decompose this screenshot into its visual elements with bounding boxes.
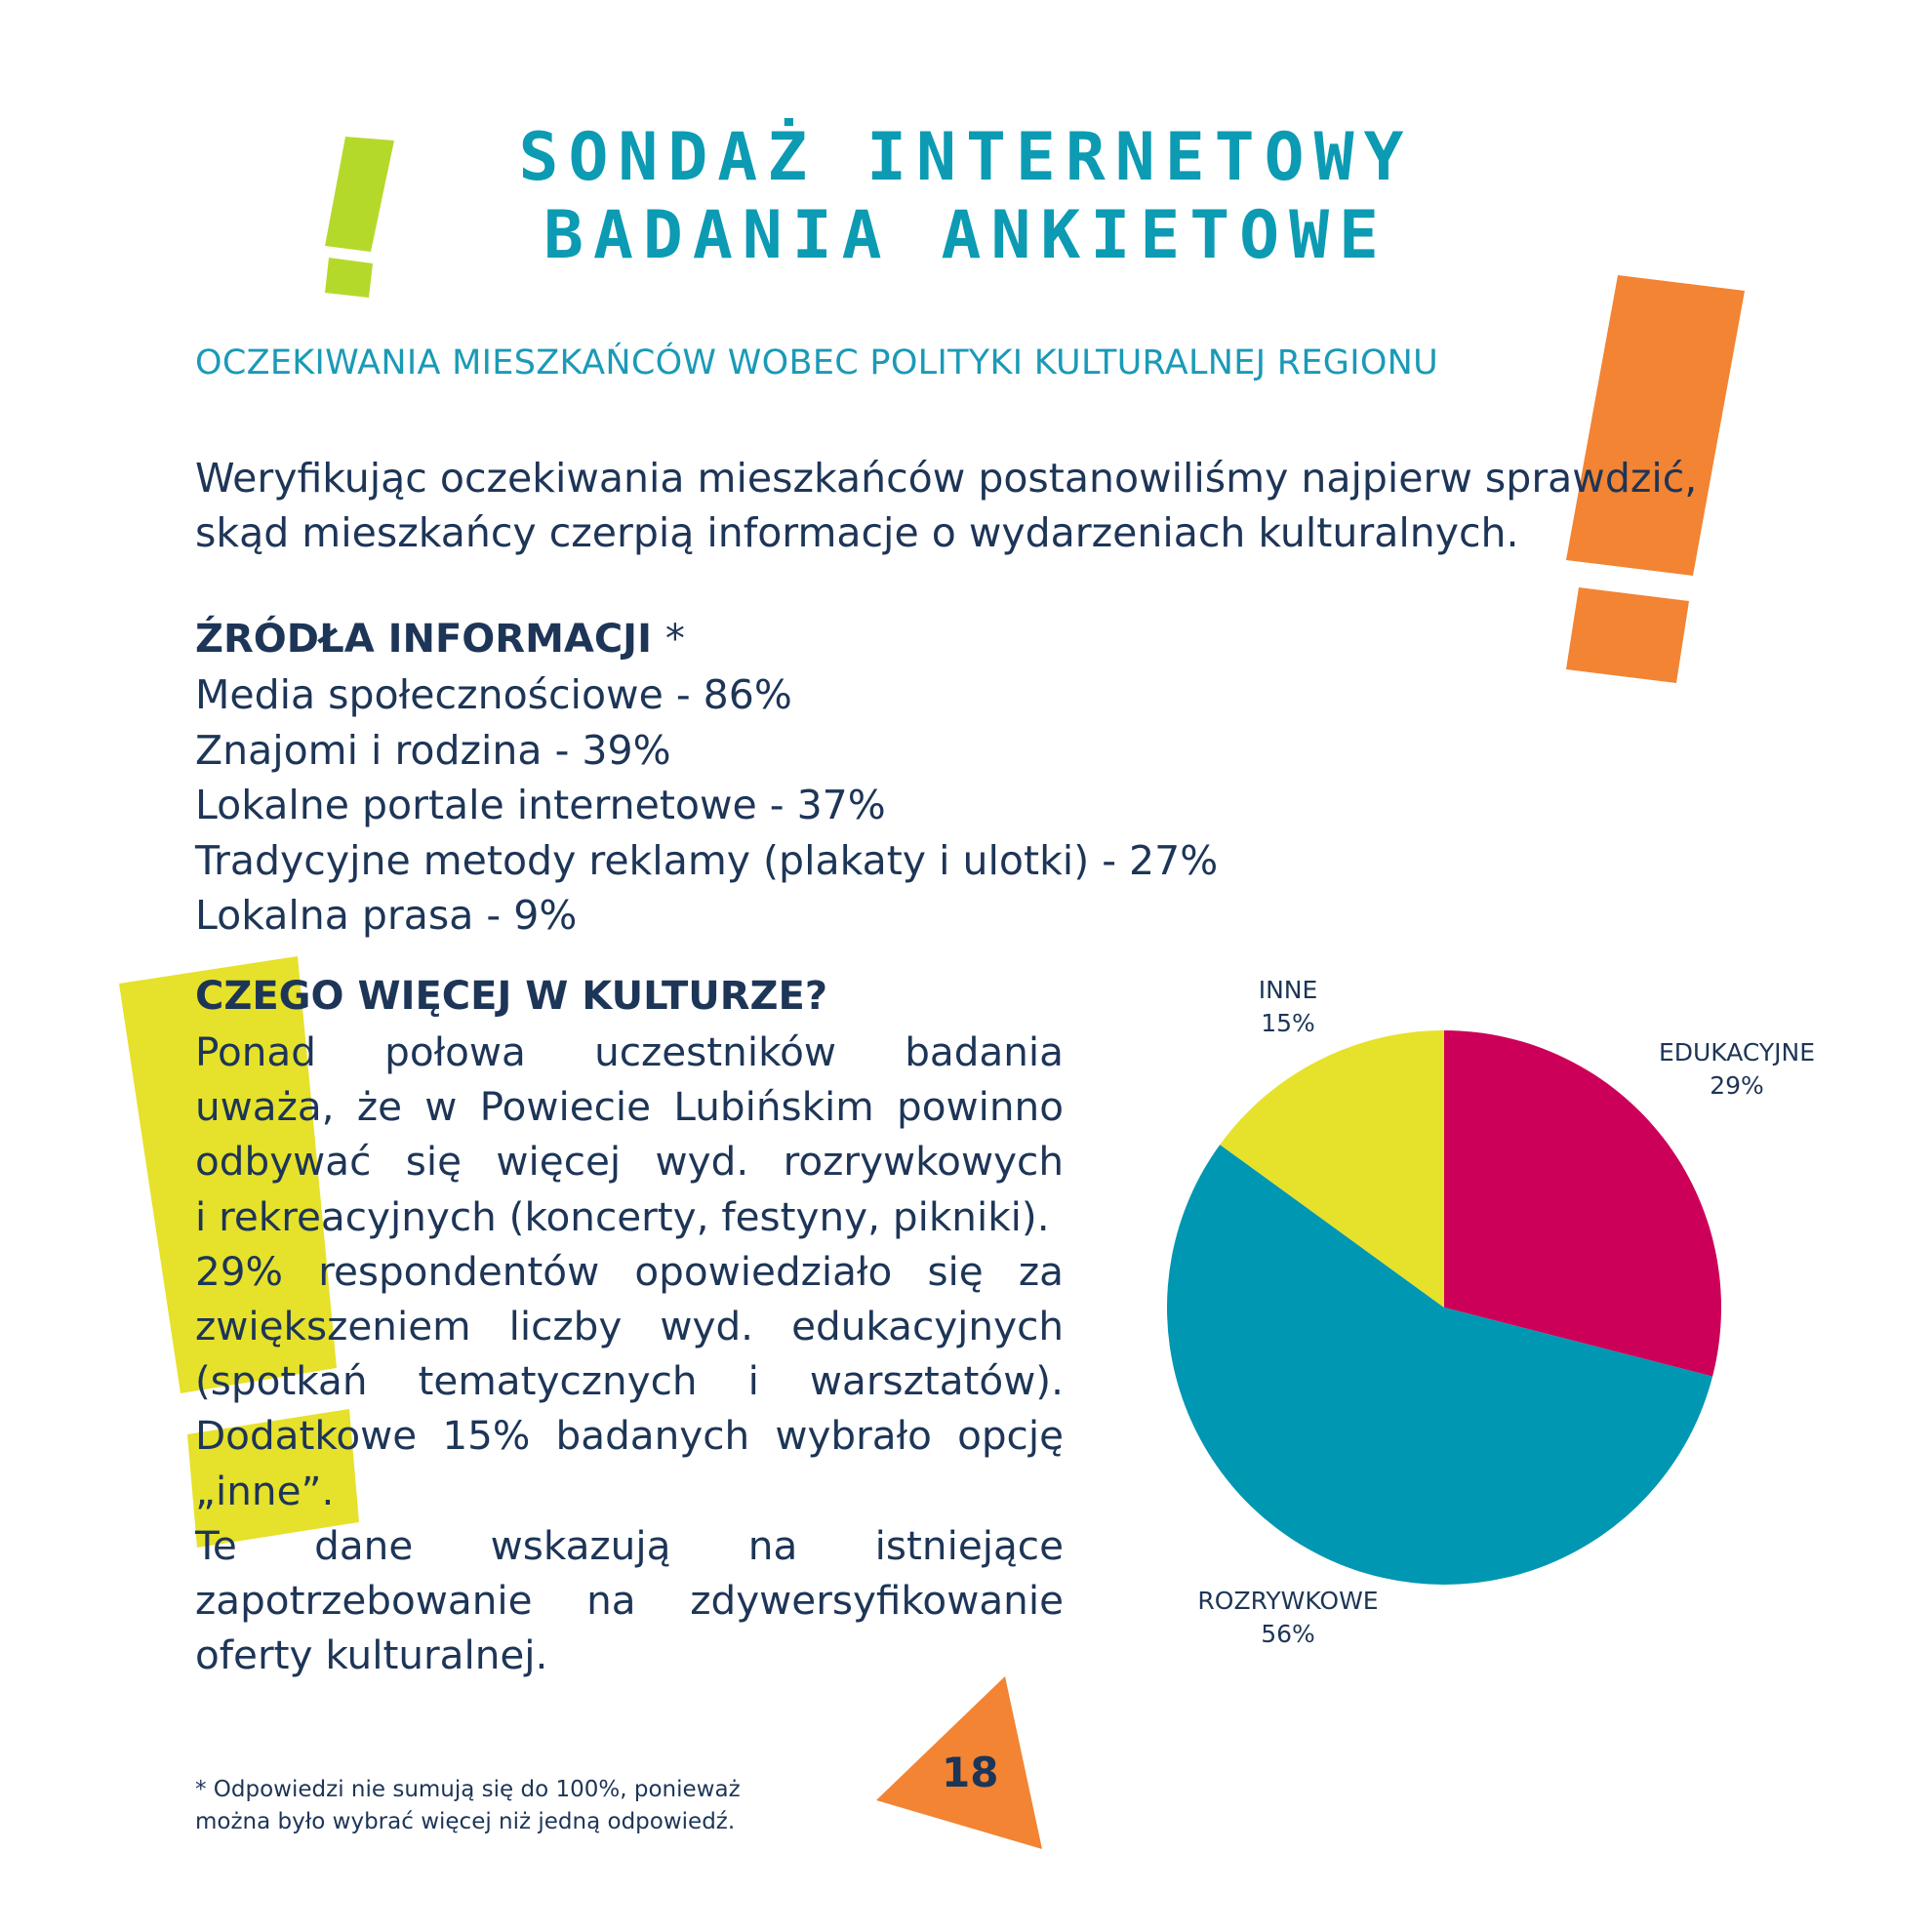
intro-paragraph [195,451,1756,560]
paragraph-line: Ponad połowa uczestników badania [195,1028,1064,1075]
paragraph-line: zapotrzebowanie na zdywersyfikowanie [195,1577,1064,1625]
pie-label-rozrywkowe [1181,1585,1395,1651]
paragraph-line: i rekreacyjnych (koncerty, festyny, pikniki). [195,1192,1050,1240]
sources-heading-asterisk: * [664,617,685,662]
more-heading: CZEGO WIĘCEJ W KULTURZE? [195,974,828,1019]
paragraph-line: „inne”. [195,1467,335,1514]
pie-label-value: 15% [1261,1009,1315,1037]
paragraph-line: 29% respondentów opowiedziało się za [195,1247,1064,1295]
pie-label-value: 29% [1710,1071,1764,1100]
more-paragraph [195,1025,1064,1682]
footnote [195,1774,741,1838]
paragraph-line: odbywać się więcej wyd. rozrywkowych [195,1138,1064,1186]
sources-heading [195,617,685,662]
intro-line: Weryfikując oczekiwania mieszkańców postanowiliśmy najpierw sprawdzić, [195,455,1698,502]
footnote-line: * Odpowiedzi nie sumują się do 100%, ponieważ [195,1777,741,1802]
list-item: Media społecznościowe - 86% [195,671,792,718]
paragraph-line: (spotkań tematycznych i warsztatów). [195,1357,1064,1405]
paragraph-line: zwiększeniem liczby wyd. edukacyjnych [195,1303,1064,1350]
intro-line: skąd mieszkańcy czerpią informacje o wydarzeniach kulturalnych. [195,509,1519,556]
pie-label-inne [1239,974,1337,1040]
pie-label-edukacyjne [1630,1036,1844,1103]
orange-exclamation-dot [1566,587,1689,683]
paragraph-line: Te dane wskazują na istniejące [195,1521,1064,1569]
paragraph-line: oferty kulturalnej. [195,1631,548,1679]
sources-heading-text: ŹRÓDŁA INFORMACJI [195,617,652,662]
page-number: 18 [942,1749,999,1796]
footnote-line: można było wybrać więcej niż jedną odpowiedź. [195,1809,736,1834]
pie-label-value: 56% [1261,1620,1315,1648]
list-item: Znajomi i rodzina - 39% [195,726,671,774]
paragraph-line: uważa, że w Powiecie Lubińskim powinno [195,1083,1064,1131]
list-item: Tradycyjne metody reklamy (plakaty i ulotki) - 27% [195,836,1219,884]
page-title-line1: SONDAŻ INTERNETOWY [518,119,1414,196]
page-title-line2: BADANIA ANKIETOWE [543,197,1389,274]
pie-label-name: INNE [1258,976,1318,1004]
pie-chart [1151,1015,1737,1600]
list-item: Lokalna prasa - 9% [195,892,578,939]
pie-label-name: EDUKACYJNE [1658,1038,1816,1067]
paragraph-line: Dodatkowe 15% badanych wybrało opcję [195,1412,1064,1460]
list-item: Lokalne portale internetowe - 37% [195,782,886,828]
pie-label-name: ROZRYWKOWE [1197,1587,1379,1615]
sources-list [195,667,1218,944]
section-subtitle: OCZEKIWANIA MIESZKAŃCÓW WOBEC POLITYKI KULTURALNEJ REGIONU [195,343,1439,382]
